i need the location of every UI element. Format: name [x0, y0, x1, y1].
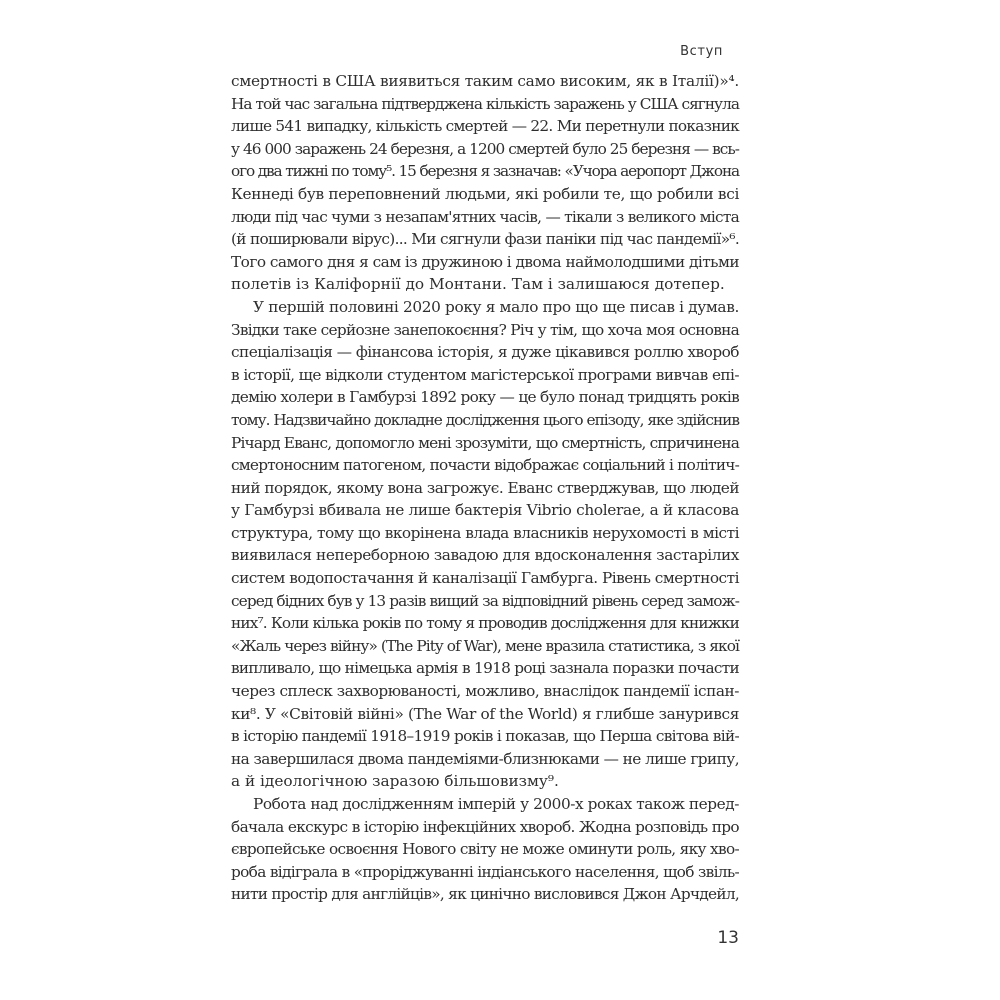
text-line: тому. Надзвичайно докладне дослідження цього епізоду, яке здійснив	[231, 410, 740, 429]
text-line: люди під час чуми з незапам'ятних часів, — тікали з великого міста	[231, 207, 740, 226]
text-line: На той час загальна підтверджена кількість заражень у США сягнула	[231, 94, 740, 113]
page-number: 13	[717, 928, 739, 948]
text-line: бачала екскурс в історію інфекційних хвороб. Жодна розповідь про	[231, 817, 739, 836]
text-line: систем водопостачання й каналізації Гамбурга. Рівень смертності	[231, 569, 740, 588]
text-line: смертоносним патогеном, почасти відображає соціальний і політич-	[231, 456, 740, 475]
text-line: виявилася непереборною завадою для вдосконалення застарілих	[231, 546, 740, 565]
text-line: них⁷. Коли кілька років по тому я проводив дослідження для книжки	[231, 614, 740, 633]
text-line: випливало, що німецька армія в 1918 році зазнала поразки почасти	[231, 659, 740, 678]
text-line: «Жаль через війну» (The Pity of War), мене вразила статистика, з якої	[231, 636, 740, 655]
text-line: Кеннеді був переповнений людьми, які робили те, що робили всі	[231, 184, 740, 203]
text-line: в історію пандемії 1918–1919 років і показав, що Перша світова вій-	[231, 727, 740, 746]
running-head: Вступ	[680, 44, 723, 59]
text-line: структура, тому що вкорінена влада власників нерухомості в місті	[231, 523, 739, 542]
text-line: полетів із Каліфорнії до Монтани. Там і залишаюся дотепер.	[231, 275, 725, 294]
text-line: лише 541 випадку, кількість смертей — 22. Ми перетнули показник	[231, 117, 739, 136]
text-line: Річард Еванс, допомогло мені зрозуміти, що смертність, спричинена	[231, 433, 740, 452]
text-line: в історії, ще відколи студентом магістерської програми вивчав епі-	[231, 365, 739, 384]
text-line: (й поширювали вірус)... Ми сягнули фази паніки під час пандемії»⁶.	[231, 230, 739, 249]
text-line: ний порядок, якому вона загрожує. Еванс стверджував, що людей	[231, 478, 739, 497]
text-line: ого два тижні по тому⁵. 15 березня я зазначав: «Учора аеропорт Джона	[231, 162, 739, 181]
text-line: Звідки таке серйозне занепокоєння? Річ у тім, що хоча моя основна	[231, 320, 740, 339]
text-line: у Гамбурзі вбивала не лише бактерія Vibrio cholerae, а й класова	[231, 501, 739, 520]
text-line: Того самого дня я сам із дружиною і двома наймолодшими дітьми	[231, 252, 740, 271]
text-line: роба відіграла в «проріджуванні індіанського населення, щоб звіль-	[231, 862, 739, 881]
text-line: ки⁸. У «Світовій війні» (The War of the World) я глибше занурився	[231, 704, 739, 723]
text-line: у 46 000 заражень 24 березня, а 1200 смертей було 25 березня — всь-	[231, 139, 740, 158]
text-line: серед бідних був у 13 разів вищий за відповідний рівень серед замож-	[231, 591, 739, 610]
text-line: нити простір для англійців», як цинічно висловився Джон Арчдейл,	[231, 885, 740, 904]
text-line: демію холери в Гамбурзі 1892 року — це було понад тридцять років	[231, 388, 739, 407]
paragraph-first-line: У першій половині 2020 року я мало про що ще писав і думав.	[253, 297, 739, 316]
body-text	[231, 70, 739, 906]
paragraph-first-line: Робота над дослідженням імперій у 2000-х роках також перед-	[253, 795, 739, 813]
text-line: а й ідеологічною заразою більшовизму⁹.	[231, 772, 559, 791]
text-line: смертності в США виявиться таким само високим, як в Італії)»⁴.	[231, 72, 740, 90]
text-line: європейське освоєння Нового світу не може оминути роль, яку хво-	[231, 840, 739, 859]
text-line: на завершилася двома пандеміями-близнюками — не лише грипу,	[231, 749, 740, 768]
text-line: через сплеск захворюваності, можливо, внаслідок пандемії іспан-	[231, 682, 739, 701]
text-line: спеціалізація — фінансова історія, я дуже цікавився роллю хвороб	[231, 343, 739, 362]
